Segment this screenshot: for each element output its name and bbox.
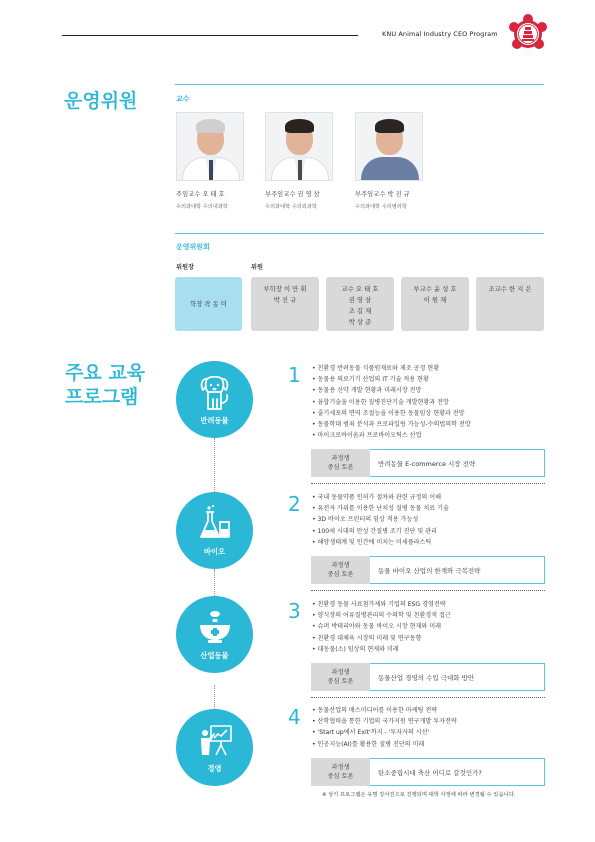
program-category-circle (176, 492, 253, 569)
discussion-topic: 탄소중립시대 축산 어디로 갈것인가? (363, 758, 545, 786)
topic-item: • 국내 동물약품 인허가 절차와 관련 규정의 이해 (312, 492, 449, 503)
program-topic-list (312, 599, 451, 655)
board-label: 운영위원회 (176, 243, 210, 251)
medical-bowl-icon (198, 608, 232, 648)
discussion-tag: 과정생 중심 토론 (311, 663, 370, 691)
topic-item: • 마이크로바이옴과 프로바이오틱스 산업 (312, 430, 471, 441)
topic-item: • 친환경 동물 사료첨가제와 기업의 ESG 경영전략 (312, 599, 451, 610)
footnote: ※ 상기 프로그램은 유명 강사진으로 진행되며 대학 사정에 따라 변경될 수 있습니다. (322, 792, 516, 798)
program-number: 4 (288, 705, 301, 729)
topic-item: • 양식장의 어류질병관리의 수의학 및 친환경적 접근 (312, 610, 451, 621)
topic-item: • 대동물(소) 임상의 현재와 미래 (312, 644, 451, 655)
board-rule (175, 233, 544, 234)
discussion-row (311, 663, 545, 691)
member-line: 권 영 삼 (348, 296, 372, 304)
member-line: 박 상 준 (348, 318, 372, 326)
program-divider (311, 590, 545, 591)
discussion-row (311, 758, 545, 786)
topic-item: • 유전자 가위를 이용한 난치성 질병 동물 치료 기술 (312, 503, 449, 514)
topic-item: • 줄기세포의 면역 조절능을 이용한 동물임상 현황과 전망 (312, 408, 471, 419)
committee-rule (175, 84, 544, 85)
member-box (476, 277, 544, 331)
topic-item: • 해양생태계 및 인간에 미치는 미세플라스틱 (312, 537, 449, 548)
member-line: 박 진 규 (273, 296, 297, 304)
topic-item: • 산학협력을 통한 기업의 국가지원 연구개발 투자전략 (312, 716, 457, 727)
discussion-row (311, 556, 545, 584)
topic-item: • 3D 바이오 프린터의 임상 적용 가능성 (312, 514, 449, 525)
professor-dept: 수의과대학 수의내과학 (176, 204, 228, 210)
member-line: 부교수 윤 성 호 (413, 285, 457, 293)
discussion-topic: 동물 바이오 산업의 한계와 극복전략 (363, 556, 545, 584)
lab-flask-icon (198, 504, 232, 544)
program-number: 2 (288, 492, 301, 516)
chair-name: 학장 곽 동 미 (190, 299, 227, 308)
programs-title (65, 361, 145, 409)
professor-photo (176, 112, 244, 181)
member-line: 부학장 이 만 휘 (263, 285, 307, 293)
member-line: 교수 오 태 호 (341, 285, 379, 293)
professor-name: 부주임교수 권 영 삼 (265, 191, 320, 198)
discussion-row (311, 449, 545, 477)
topic-item: • 슈퍼 박테리아와 동물 바이오 시장 현재와 미래 (312, 621, 451, 632)
programs-title-line1: 주요 교육 (65, 362, 146, 384)
professor-card (176, 112, 246, 210)
header-rule (62, 35, 358, 36)
member-line: 조교수 한 지 은 (488, 285, 532, 293)
professor-name: 주임교수 오 태 호 (176, 191, 225, 198)
category-label: 바이오 (203, 547, 226, 556)
program-divider (311, 697, 545, 698)
discussion-tag: 과정생 중심 토론 (311, 758, 370, 786)
professor-photo (355, 112, 423, 181)
professors-label: 교수 (176, 95, 190, 103)
topic-item: • 동물산업의 매스미디어를 이용한 마케팅 전략 (312, 705, 457, 716)
member-line: 조 길 재 (348, 307, 372, 315)
program-topic-list (312, 492, 449, 548)
topic-item: • 친환경 대체육 시장의 미래 및 연구동향 (312, 633, 451, 644)
committee-title: 운영위원 (64, 90, 138, 112)
member-box (326, 277, 394, 331)
program-category-circle (176, 361, 253, 438)
topic-item: • 융합기술을 이용한 질병진단기술 개발현황과 전망 (312, 397, 471, 408)
members-label: 위원 (251, 264, 263, 271)
chair-label: 위원장 (176, 264, 194, 271)
program-divider (311, 483, 545, 484)
presentation-board-icon (198, 721, 234, 761)
university-seal-icon (508, 14, 548, 54)
discussion-topic: 반려동물 E-commerce 시장 전략 (363, 449, 545, 477)
discussion-topic: 동물산업 경영의 수입 극대화 방안 (363, 663, 545, 691)
topic-item: • 100세 시대의 만성 간질병 조기 진단 및 관리 (312, 526, 449, 537)
professor-card (355, 112, 425, 210)
program-title: KNU Animal Industry CEO Program (382, 30, 498, 38)
professor-name: 부주임교수 박 진 규 (355, 191, 410, 198)
topic-item: • 동물학대 범죄 분석과 프로파일링 가능성-수의법의학 전망 (312, 419, 471, 430)
category-label: 산업동물 (200, 651, 229, 660)
topic-item: • 'Start up에서 Exit'까지 - '투자자의 시선' (312, 727, 457, 738)
discussion-tag: 과정생 중심 토론 (311, 449, 370, 477)
professor-photo (265, 112, 333, 181)
category-label: 경영 (207, 764, 222, 773)
program-topic-list (312, 705, 457, 750)
member-line: 이 원 재 (423, 296, 447, 304)
topic-item: • 친환경 반려동물 식품원재료와 제조 공정 현황 (312, 363, 471, 374)
professor-card (265, 112, 335, 210)
topic-item: • 동물용 의료기기 산업의 IT 기술 적용 현황 (312, 374, 471, 385)
category-label: 반려동물 (200, 416, 229, 425)
program-category-circle (176, 596, 253, 673)
professor-dept: 수의과대학 수의외과학 (265, 204, 317, 210)
topic-item: • 인공지능(AI)를 활용한 질병 진단의 미래 (312, 739, 457, 750)
discussion-tag: 과정생 중심 토론 (311, 556, 370, 584)
chair-box (175, 277, 242, 331)
programs-title-line2: 프로그램 (65, 386, 139, 408)
member-box (251, 277, 319, 331)
program-category-circle (176, 709, 253, 786)
program-number: 3 (288, 599, 301, 623)
program-topic-list (312, 363, 471, 441)
dog-icon (198, 373, 231, 413)
member-box (401, 277, 469, 331)
professor-dept: 수의과대학 수의병리학 (355, 204, 407, 210)
topic-item: • 동물용 신약 개발 현황과 미래시장 전망 (312, 385, 471, 396)
program-number: 1 (288, 363, 301, 387)
